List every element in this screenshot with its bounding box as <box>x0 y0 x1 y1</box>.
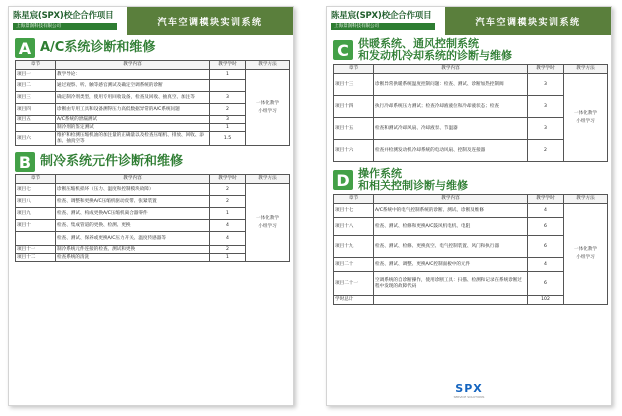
section-c-table <box>333 64 608 162</box>
table-row <box>334 74 608 96</box>
row-content: 制冷系统元件连接的检查、测试和更换 <box>56 246 210 254</box>
row-content: 检查系统的清洗 <box>56 254 210 262</box>
row-hours: 2 <box>210 196 246 208</box>
header-band: 汽车空调模块实训系统 <box>445 7 611 35</box>
row-content: A/C系统中的电气控制系统的诊断、测试、诊断及维修 <box>374 204 528 218</box>
row-chapter: 项目十三 <box>334 74 374 96</box>
teaching-method-cell <box>564 74 608 162</box>
row-chapter: 项目十九 <box>334 236 374 258</box>
section-d-title <box>358 168 468 192</box>
row-hours: 3 <box>528 96 564 118</box>
section-c-title-line2: 和发动机冷却系统的诊断与维修 <box>358 49 512 62</box>
row-hours: 6 <box>528 236 564 258</box>
row-hours: 102 <box>528 296 564 305</box>
row-chapter <box>16 124 56 132</box>
col-method: 教学方法 <box>564 195 608 204</box>
row-chapter: 项目九 <box>16 208 56 220</box>
row-chapter <box>16 232 56 246</box>
section-d-badge: D <box>333 170 353 190</box>
section-c-badge: C <box>333 40 353 60</box>
method-b: 小组学习 <box>258 223 277 229</box>
row-chapter: 学时总计 <box>334 296 374 305</box>
brand-block <box>327 7 445 35</box>
section-b-title: 制冷系统元件诊断和维修 <box>40 154 184 169</box>
section-b-table <box>15 174 290 262</box>
row-hours: 6 <box>528 272 564 296</box>
row-chapter: 项目十五 <box>334 118 374 140</box>
teaching-method-cell <box>246 184 290 262</box>
brand-block <box>9 7 127 35</box>
method-b: 小组学习 <box>576 118 595 124</box>
row-hours: 4 <box>528 204 564 218</box>
brand-title: 陈星宸(SPX)校企合作项目 <box>331 11 432 21</box>
row-chapter: 项目十 <box>16 220 56 232</box>
method-b: 小组学习 <box>258 108 277 114</box>
row-hours <box>210 80 246 92</box>
method-a: 一体化教学 <box>574 110 597 116</box>
row-content: 确定制冷剂类型，使用专用回收设备，检查及回收、抽真空、加注等 <box>56 92 210 104</box>
row-hours: 6 <box>528 218 564 236</box>
row-content <box>374 296 528 305</box>
row-hours: 3 <box>528 74 564 96</box>
logo-tagline: SERVICE SOLUTIONS <box>453 395 485 399</box>
header-band: 汽车空调模块实训系统 <box>127 7 293 35</box>
row-hours: 1 <box>210 124 246 132</box>
brand-subtitle: 上海景润科技有限公司 <box>331 23 435 30</box>
col-hours: 教学学时 <box>210 175 246 184</box>
row-content: 检查、调整和更换A/C压缩机驱动皮带、张紧装置 <box>56 196 210 208</box>
section-a-badge: A <box>15 38 35 58</box>
col-chapter: 章节 <box>16 61 56 70</box>
row-content: 诊断异常供暖系统温度控制问题：检查、测试、诊断加热控制阀 <box>374 74 528 96</box>
row-content: 检查并检测发动机冷却系统的电动风扇、控制及连接器 <box>374 140 528 162</box>
section-c-title <box>358 38 512 62</box>
row-hours: 2 <box>528 140 564 162</box>
right-page <box>326 6 612 406</box>
row-chapter: 项目八 <box>16 196 56 208</box>
left-page <box>8 6 294 406</box>
row-hours: 2 <box>210 104 246 116</box>
row-hours: 1 <box>210 254 246 262</box>
row-hours: 3 <box>528 118 564 140</box>
col-chapter: 章节 <box>16 175 56 184</box>
row-hours: 1 <box>210 70 246 80</box>
row-content: 空调系统的自诊断操作，使用诊断工具：扫描、检测和记录在系统诊断过程中发现的故障代码 <box>374 272 528 296</box>
row-chapter: 项目一 <box>16 70 56 80</box>
section-b-badge: B <box>15 152 35 172</box>
row-hours: 4 <box>210 232 246 246</box>
row-content: 检查、集成管道的更换、检测、更换 <box>56 220 210 232</box>
table-header-row <box>16 175 290 184</box>
col-chapter: 章节 <box>334 65 374 74</box>
row-chapter: 项目十四 <box>334 96 374 118</box>
row-chapter: 项目七 <box>16 184 56 196</box>
row-chapter: 项目二十一 <box>334 272 374 296</box>
row-content: 执行冷却系统压力测试；检查冷却液液位和冷却液状态；检查 <box>374 96 528 118</box>
page-header <box>327 7 611 35</box>
row-content: 检查和测试冷却风扇、冷却液泵、节温器 <box>374 118 528 140</box>
row-content: 检查、测试、构成更换A/C压缩机离合器零件 <box>56 208 210 220</box>
row-content: 检查、测试、保养或更换A/C压力开关、温度传感器等 <box>56 232 210 246</box>
section-a-heading <box>15 38 293 58</box>
row-chapter: 项目二 <box>16 80 56 92</box>
col-content: 教学内容 <box>56 175 210 184</box>
teaching-method-cell <box>246 70 290 146</box>
col-method: 教学方法 <box>246 175 290 184</box>
row-content: 教学导论： <box>56 70 210 80</box>
col-content: 教学内容 <box>56 61 210 70</box>
spx-logo <box>327 382 611 399</box>
row-hours: 3 <box>210 92 246 104</box>
col-method: 教学方法 <box>564 65 608 74</box>
method-a: 一体化教学 <box>256 215 279 221</box>
row-chapter: 项目四 <box>16 104 56 116</box>
teaching-method-cell <box>564 204 608 305</box>
table-row <box>334 204 608 218</box>
row-content: 诊断压缩机损坏（压力、温度和控制模块故障） <box>56 184 210 196</box>
row-hours: 2 <box>210 246 246 254</box>
section-d-title-line1: 操作系统 <box>358 167 402 180</box>
table-header-row <box>334 195 608 204</box>
row-chapter: 项目五 <box>16 116 56 124</box>
row-content: 检查、测试、检修和更换A/C鼓风机电机、电阻 <box>374 218 528 236</box>
method-a: 一体化教学 <box>574 247 597 252</box>
col-content: 教学内容 <box>374 65 528 74</box>
col-hours: 教学学时 <box>210 61 246 70</box>
table-row <box>16 184 290 196</box>
page-header <box>9 7 293 35</box>
col-hours: 教学学时 <box>528 195 564 204</box>
logo-name: SPX <box>455 382 483 395</box>
section-a-title: A/C系统诊断和维修 <box>40 40 156 55</box>
row-chapter: 项目十八 <box>334 218 374 236</box>
col-content: 教学内容 <box>374 195 528 204</box>
row-content: 维护和检测压缩机油的加注量的正确量以及检查压缩机、排放、回收、添加、抽真空等 <box>56 132 210 146</box>
section-d-table <box>333 194 608 305</box>
row-content: 通过观察、听、触等感官测试及确定空调系统的诊断 <box>56 80 210 92</box>
row-chapter: 项目十一 <box>16 246 56 254</box>
row-chapter: 项目十七 <box>334 204 374 218</box>
section-d-heading <box>333 168 611 192</box>
table-row <box>16 70 290 80</box>
col-method: 教学方法 <box>246 61 290 70</box>
row-chapter: 项目二十 <box>334 258 374 272</box>
method-a: 一体化教学 <box>256 100 279 106</box>
brand-subtitle: 上海景润科技有限公司 <box>13 23 117 30</box>
section-c-heading <box>333 38 611 62</box>
row-content: 诊断由专用工具和设备测得压力高低数据异常的A/C系统问题 <box>56 104 210 116</box>
row-chapter: 项目十二 <box>16 254 56 262</box>
section-d-title-line2: 和相关控制诊断与维修 <box>358 179 468 192</box>
row-hours: 2 <box>210 184 246 196</box>
row-content: A/C系统的泄漏测试 <box>56 116 210 124</box>
row-hours: 1 <box>210 208 246 220</box>
method-b: 小组学习 <box>576 255 595 260</box>
row-chapter: 项目三 <box>16 92 56 104</box>
row-hours: 4 <box>528 258 564 272</box>
table-header-row <box>16 61 290 70</box>
col-chapter: 章节 <box>334 195 374 204</box>
row-chapter: 项目六 <box>16 132 56 146</box>
section-a-table <box>15 60 290 146</box>
row-content: 制冷剂的鉴定测试 <box>56 124 210 132</box>
row-hours: 4 <box>210 220 246 232</box>
row-content: 检查、测试、检修、更换真空、电气控制装置、风门和执行器 <box>374 236 528 258</box>
section-b-heading <box>15 152 293 172</box>
section-c-title-line1: 供暖系统、通风控制系统 <box>358 37 479 50</box>
row-content: 检查、测试、调整、更换A/C控制面板中的元件 <box>374 258 528 272</box>
table-header-row <box>334 65 608 74</box>
col-hours: 教学学时 <box>528 65 564 74</box>
row-chapter: 项目十六 <box>334 140 374 162</box>
brand-title: 陈星宸(SPX)校企合作项目 <box>13 11 114 21</box>
row-hours: 3 <box>210 116 246 124</box>
row-hours: 1.5 <box>210 132 246 146</box>
